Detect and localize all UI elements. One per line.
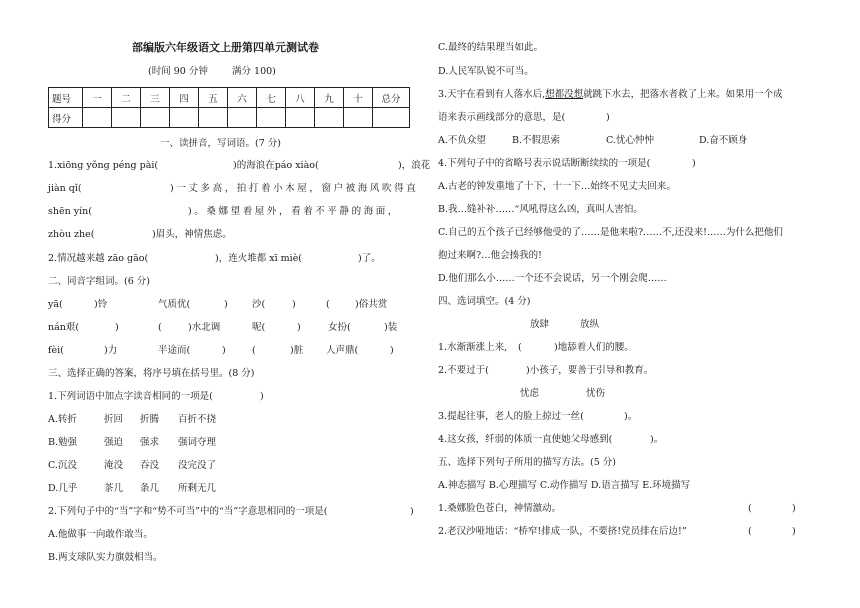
table-cell: 七 bbox=[257, 88, 286, 108]
option-text: B.两支球队实力旗鼓相当。 bbox=[48, 552, 163, 563]
text-line: ( bbox=[252, 345, 256, 356]
text-line: fèi( bbox=[48, 345, 64, 356]
text-line: 2.情况越来越 zāo gāo( bbox=[48, 253, 149, 264]
table-cell: 二 bbox=[112, 88, 141, 108]
option-text: 折腾 bbox=[140, 414, 160, 425]
question-text: )小孩子，要善于引导和教育。 bbox=[526, 365, 654, 376]
text-line: 气质优( bbox=[158, 299, 191, 310]
text-line: ) bbox=[115, 322, 119, 333]
word-choice: 放肆 bbox=[530, 319, 550, 330]
text-line: ( bbox=[326, 299, 330, 310]
question-text bbox=[438, 89, 783, 101]
score-cell[interactable] bbox=[257, 108, 286, 128]
answer-paren-open: ( bbox=[748, 503, 752, 514]
option-text: B.我…缝补补……“风吼得这么凶，真叫人害怕。 bbox=[438, 204, 643, 215]
table-cell: 十 bbox=[344, 88, 373, 108]
text-line: shēn yín( bbox=[48, 206, 92, 217]
text-line: ) bbox=[222, 345, 226, 356]
question-text: 2.下列句子中的“当”字和“势不可当”中的“当”字意思相同的一项是( bbox=[48, 506, 328, 517]
table-cell: 三 bbox=[141, 88, 170, 108]
text-line: nán艰( bbox=[48, 322, 80, 333]
option-text: A.古老的钟发重地了十下，十一下…始终不见丈夫回来。 bbox=[438, 181, 676, 192]
option-text: B.勉强 bbox=[48, 437, 78, 448]
section-2-title: 二、同音字组词。(6 分) bbox=[48, 276, 150, 287]
text-line: zhòu zhe( bbox=[48, 229, 95, 240]
section-1-title: 一、读拼音，写词语。(7 分) bbox=[160, 138, 281, 149]
table-cell: 九 bbox=[315, 88, 344, 108]
option-text: A.他做事一向敢作敢当。 bbox=[48, 529, 153, 540]
time-limit: (时间 90 分钟 bbox=[148, 66, 208, 77]
option-text: C.最终的结果理当如此。 bbox=[438, 42, 543, 53]
answer-paren-open: ( bbox=[748, 526, 752, 537]
table-cell: 一 bbox=[83, 88, 112, 108]
option-text: C.忧心忡忡 bbox=[606, 135, 654, 146]
score-cell[interactable] bbox=[228, 108, 257, 128]
option-list: A.神态描写 B.心理描写 C.动作描写 D.语言描写 E.环境描写 bbox=[438, 480, 691, 491]
question-text: 语来表示画线部分的意思，是( bbox=[438, 112, 566, 123]
full-score: 满分 100) bbox=[232, 66, 276, 77]
score-table-header-row bbox=[49, 88, 410, 108]
text-line: 半途而( bbox=[158, 345, 191, 356]
table-cell: 四 bbox=[170, 88, 199, 108]
text-line: yā( bbox=[48, 299, 63, 310]
option-text: D.奋不顾身 bbox=[699, 135, 748, 146]
text-line: )俗共赏 bbox=[355, 299, 388, 310]
option-text: 茶几 bbox=[104, 483, 124, 494]
text-line: ) bbox=[292, 299, 296, 310]
score-cell[interactable] bbox=[344, 108, 373, 128]
question-text: 3.提起往事，老人的脸上掠过一丝( bbox=[438, 411, 584, 422]
text-line: 人声鼎( bbox=[326, 345, 359, 356]
option-text: D.他们那么小……一个还不会说话，另一个刚会爬…… bbox=[438, 273, 667, 284]
question-text: ) bbox=[606, 112, 610, 123]
text-line: )，连火堆都 xī miè( bbox=[215, 253, 303, 264]
option-text: 百折不挠 bbox=[178, 414, 217, 425]
underlined-phrase: 想都没想 bbox=[545, 89, 584, 100]
question-text: 4.这女孩，纤弱的体质一直使她父母感到( bbox=[438, 434, 613, 445]
question-text: 1.水渐渐涨上来, bbox=[438, 342, 508, 353]
question-text: )。 bbox=[624, 411, 638, 422]
question-text: ) bbox=[692, 158, 696, 169]
word-choice: 忧虑 bbox=[520, 388, 540, 399]
option-text: D.人民军队锐不可当。 bbox=[438, 66, 534, 77]
score-cell[interactable] bbox=[141, 108, 170, 128]
text-line: ) bbox=[390, 345, 394, 356]
score-cell[interactable] bbox=[199, 108, 228, 128]
score-cell[interactable] bbox=[112, 108, 141, 128]
question-text: 1.桑娜脸色苍白，神情激动。 bbox=[438, 503, 562, 514]
table-cell: 五 bbox=[199, 88, 228, 108]
text-line: ) bbox=[224, 299, 228, 310]
score-cell[interactable] bbox=[170, 108, 199, 128]
text-line: )了。 bbox=[358, 253, 381, 264]
option-text: D.几乎 bbox=[48, 483, 78, 494]
table-cell: 题号 bbox=[49, 88, 83, 108]
table-cell: 总分 bbox=[373, 88, 410, 108]
score-cell[interactable] bbox=[83, 108, 112, 128]
section-5-title: 五、选择下列句子所用的描写方法。(5 分) bbox=[438, 457, 616, 468]
section-4-title: 四、选词填空。(4 分) bbox=[438, 296, 531, 307]
answer-paren-close: ) bbox=[792, 526, 796, 537]
text-line: 呢( bbox=[252, 322, 266, 333]
score-cell[interactable] bbox=[286, 108, 315, 128]
option-text: A.转折 bbox=[48, 414, 77, 425]
score-table-score-row bbox=[49, 108, 410, 128]
text-line: )，浪花 bbox=[398, 160, 431, 171]
text-line: )铃 bbox=[94, 299, 108, 310]
text-span: 3.天宇在看到有人落水后, bbox=[438, 89, 546, 100]
text-line: 1.xiōng yǒng péng pài( bbox=[48, 160, 159, 171]
option-text: B.不假思索 bbox=[512, 135, 561, 146]
text-line: )装 bbox=[384, 322, 398, 333]
text-line: )一丈多高，拍打着小木屋，窗户被海风吹得直 bbox=[170, 183, 419, 194]
text-line: )脏 bbox=[290, 345, 304, 356]
option-text: 所剩无几 bbox=[178, 483, 217, 494]
text-line: ( bbox=[158, 322, 162, 333]
option-text: 吞没 bbox=[140, 460, 160, 471]
text-line: jiàn qǐ( bbox=[48, 183, 82, 194]
option-text: 折回 bbox=[104, 414, 124, 425]
question-text: 4.下列句子中的省略号表示说话断断续续的一项是( bbox=[438, 158, 651, 169]
word-choice: 放纵 bbox=[580, 319, 600, 330]
option-text: 没完没了 bbox=[178, 460, 217, 471]
text-line: )水北调 bbox=[188, 322, 221, 333]
text-line: ) bbox=[297, 322, 301, 333]
section-3-title: 三、选择正确的答案，将序号填在括号里。(8 分) bbox=[48, 368, 255, 379]
question-text: ( bbox=[518, 342, 522, 353]
option-text: A.不负众望 bbox=[438, 135, 486, 146]
question-text: 2.不要过于( bbox=[438, 365, 489, 376]
text-line: 女扮( bbox=[328, 322, 351, 333]
option-text: 强迫 bbox=[104, 437, 124, 448]
text-line: )力 bbox=[104, 345, 118, 356]
answer-paren-close: ) bbox=[792, 503, 796, 514]
table-cell: 六 bbox=[228, 88, 257, 108]
option-text: C.沉没 bbox=[48, 460, 77, 471]
text-line: )眉头，神情焦虑。 bbox=[152, 229, 232, 240]
text-line: 沙( bbox=[252, 299, 266, 310]
option-text: 抱过来啊?…他会揍我的! bbox=[438, 250, 542, 261]
option-text: C.自己的五个孩子已经够他受的了……是他来啦?……不,还没来!……为什么把他们 bbox=[438, 227, 783, 238]
text-line: )的海浪在páo xiào( bbox=[233, 160, 319, 171]
question-text: )地舔着人们的腰。 bbox=[554, 342, 634, 353]
option-text: 淹没 bbox=[104, 460, 124, 471]
option-text: 条几 bbox=[140, 483, 160, 494]
question-text: )。 bbox=[650, 434, 664, 445]
question-text: 2.老汉沙哑地话：“桥窄!排成一队，不要挤!党员排在后边!” bbox=[438, 526, 687, 537]
table-cell: 八 bbox=[286, 88, 315, 108]
table-cell: 得分 bbox=[49, 108, 83, 128]
question-text: 1.下列词语中加点字读音相同的一项是( bbox=[48, 391, 213, 402]
question-text: ) bbox=[260, 391, 264, 402]
option-text: 强词夺理 bbox=[178, 437, 217, 448]
text-line: )。桑娜望着屋外，看着不平静的海面， bbox=[188, 206, 401, 217]
word-choice: 忧伤 bbox=[586, 388, 606, 399]
option-text: 强求 bbox=[140, 437, 160, 448]
question-text: ) bbox=[410, 506, 414, 517]
text-span: 就跳下水去，把落水者救了上来。如果用一个成 bbox=[583, 89, 783, 100]
score-cell[interactable] bbox=[315, 108, 344, 128]
page-title: 部编版六年级语文上册第四单元测试卷 bbox=[132, 41, 319, 54]
score-cell[interactable] bbox=[373, 108, 410, 128]
score-table bbox=[48, 87, 410, 128]
